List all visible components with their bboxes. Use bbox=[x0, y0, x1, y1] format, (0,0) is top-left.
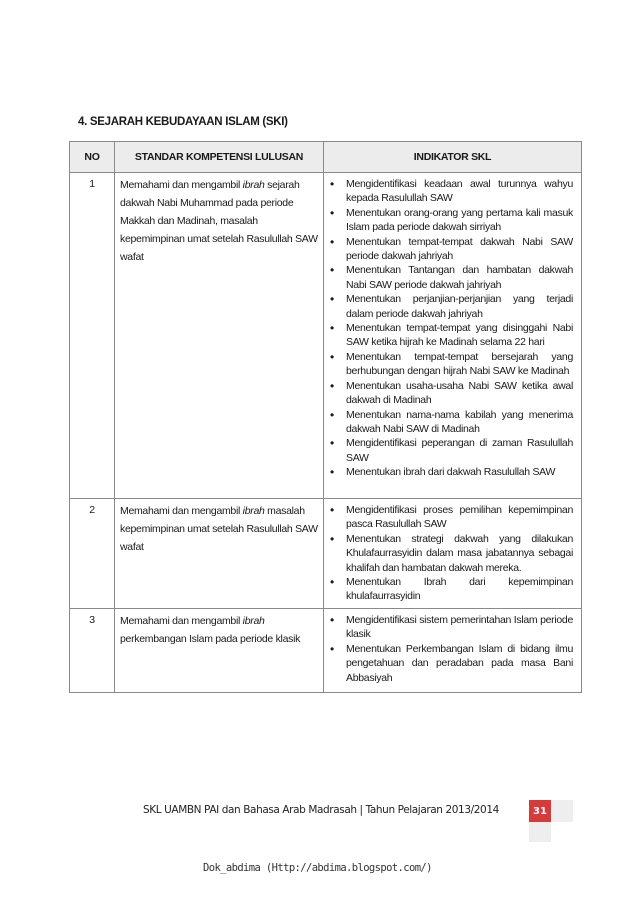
list-item: • Menentukan Ibrah dari kepemimpinan khulafaurrasyidin bbox=[328, 575, 573, 604]
indikator-list bbox=[328, 503, 573, 604]
standar-text: sejarah dakwah Nabi Muhammad pada periode Makkah dan Madinah, masalah kepemimpinan umat setelah Rasulullah SAW wafat bbox=[120, 179, 318, 263]
table-row bbox=[70, 173, 582, 499]
standar-kompetensi bbox=[115, 499, 324, 609]
footer-text: SKL UAMBN PAI dan Bahasa Arab Madrasah | Tahun Pelajaran 2013/2014 bbox=[143, 804, 499, 816]
ibrah-italic: ibrah bbox=[242, 615, 265, 627]
list-item: • Menentukan Tantangan dan hambatan dakwah Nabi SAW periode dakwah jahriyah bbox=[328, 263, 573, 292]
list-item: • Mengidentifikasi peperangan di zaman Rasulullah SAW bbox=[328, 436, 573, 465]
standar-text: Memahami dan mengambil bbox=[120, 505, 243, 517]
indikator-list bbox=[328, 177, 573, 480]
page-title: 4. SEJARAH KEBUDAYAAN ISLAM (SKI) bbox=[78, 116, 288, 128]
ibrah-italic: ibrah bbox=[242, 179, 265, 191]
page-number-badge: 31 bbox=[529, 800, 551, 822]
indikator-cell bbox=[324, 499, 582, 609]
list-item: • Menentukan strategi dakwah yang dilakukan Khulafaurrasyidin dalam masa jabatannya sebagai khalifah dan hambatan dakwah mereka. bbox=[328, 532, 573, 575]
footer-decoration bbox=[529, 822, 551, 842]
table-row bbox=[70, 609, 582, 693]
row-number: 1 bbox=[70, 173, 115, 499]
list-item: • Mengidentifikasi sistem pemerintahan Islam periode klasik bbox=[328, 613, 573, 642]
list-item: • Menentukan Perkembangan Islam di bidang ilmu pengetahuan dan peradaban pada masa Bani Abbasiyah bbox=[328, 642, 573, 685]
row-number: 3 bbox=[70, 609, 115, 693]
source-credit: Dok_abdima (Http://abdima.blogspot.com/) bbox=[203, 862, 432, 874]
standar-kompetensi bbox=[115, 609, 324, 693]
standar-kompetensi bbox=[115, 173, 324, 499]
list-item: • Mengidentifikasi proses pemilihan kepemimpinan pasca Rasulullah SAW bbox=[328, 503, 573, 532]
indikator-list bbox=[328, 613, 573, 685]
indikator-cell bbox=[324, 173, 582, 499]
list-item: • Menentukan tempat-tempat bersejarah yang berhubungan dengan hijrah Nabi SAW ke Madinah bbox=[328, 350, 573, 379]
list-item: • Menentukan orang-orang yang pertama kali masuk Islam pada periode dakwah sirriyah bbox=[328, 206, 573, 235]
standar-text: masalah kepemimpinan umat setelah Rasulullah SAW wafat bbox=[120, 505, 318, 553]
standar-text: perkembangan Islam pada periode klasik bbox=[120, 633, 301, 645]
header-standar: STANDAR KOMPETENSI LULUSAN bbox=[115, 142, 324, 173]
list-item: • Menentukan tempat-tempat dakwah Nabi SAW periode dakwah jahriyah bbox=[328, 235, 573, 264]
footer-decoration bbox=[551, 800, 573, 822]
list-item: • Menentukan perjanjian-perjanjian yang terjadi dalam periode dakwah jahriyah bbox=[328, 292, 573, 321]
list-item: • Menentukan tempat-tempat yang disinggahi Nabi SAW ketika hijrah ke Madinah selama 22 hari bbox=[328, 321, 573, 350]
table-row bbox=[70, 499, 582, 609]
header-no: NO bbox=[70, 142, 115, 173]
skl-table bbox=[69, 141, 582, 693]
standar-text: Memahami dan mengambil bbox=[120, 179, 243, 191]
header-indikator: INDIKATOR SKL bbox=[324, 142, 582, 173]
list-item: • Menentukan usaha-usaha Nabi SAW ketika awal dakwah di Madinah bbox=[328, 379, 573, 408]
standar-text: Memahami dan mengambil bbox=[120, 615, 243, 627]
list-item: • Menentukan nama-nama kabilah yang menerima dakwah Nabi SAW di Madinah bbox=[328, 408, 573, 437]
indikator-cell bbox=[324, 609, 582, 693]
table-header-row bbox=[70, 142, 582, 173]
list-item: • Mengidentifikasi keadaan awal turunnya wahyu kepada Rasulullah SAW bbox=[328, 177, 573, 206]
list-item: • Menentukan ibrah dari dakwah Rasulullah SAW bbox=[328, 465, 573, 479]
table-body bbox=[70, 173, 582, 693]
row-number: 2 bbox=[70, 499, 115, 609]
ibrah-italic: ibrah bbox=[242, 505, 265, 517]
